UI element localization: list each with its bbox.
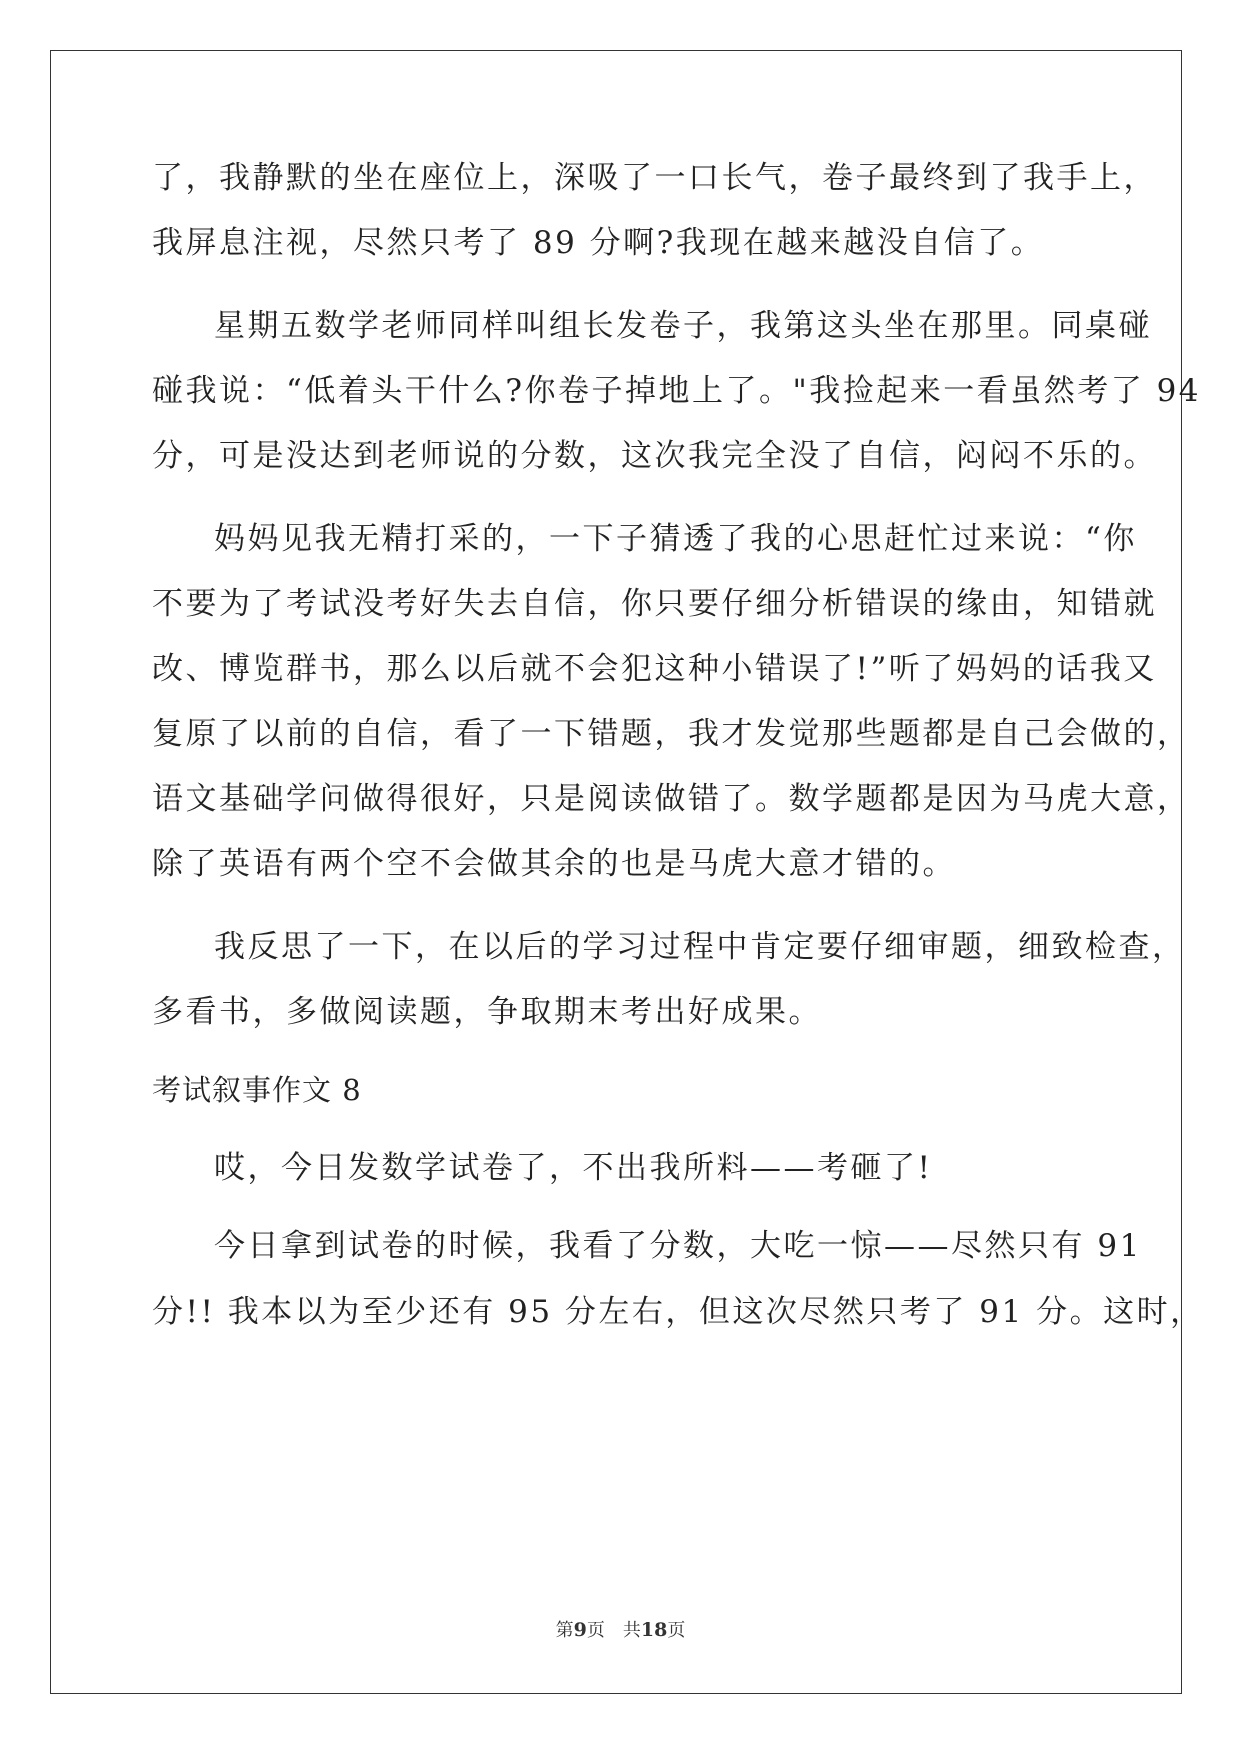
paragraph-start-line: 妈妈见我无精打采的，一下子猜透了我的心思赶忙过来说：“你	[214, 521, 1137, 557]
total-page-number: 18	[640, 1619, 668, 1641]
paragraph-start-line: 我反思了一下，在以后的学习过程中肯定要仔细审题，细致检查，	[214, 929, 1186, 965]
page-unit: 页	[586, 1620, 605, 1641]
text-line: 复原了以前的自信，看了一下错题，我才发觉那些题都是自己会做的，	[152, 716, 1191, 752]
text-line: 了，我静默的坐在座位上，深吸了一口长气，卷子最终到了我手上，	[152, 160, 1157, 196]
page-footer	[0, 1618, 1241, 1643]
section-heading: 考试叙事作文 8	[152, 1073, 362, 1107]
current-page-number: 9	[573, 1619, 587, 1641]
text-line: 除了英语有两个空不会做其余的也是马虎大意才错的。	[152, 846, 956, 882]
page-prefix: 第	[555, 1620, 574, 1641]
total-prefix: 共	[622, 1620, 641, 1641]
text-line: 分!! 我本以为至少还有 95 分左右，但这次尽然只考了 91 分。这时，	[152, 1294, 1204, 1330]
text-line: 语文基础学问做得很好，只是阅读做错了。数学题都是因为马虎大意，	[152, 781, 1191, 817]
text-line: 改、博览群书，那么以后就不会犯这种小错误了!”听了妈妈的话我又	[152, 651, 1157, 687]
paragraph-start-line: 星期五数学老师同样叫组长发卷子，我第这头坐在那里。同桌碰	[214, 308, 1152, 344]
text-line: 我屏息注视，尽然只考了 89 分啊?我现在越来越没自信了。	[152, 225, 1045, 261]
text-line: 不要为了考试没考好失去自信，你只要仔细分析错误的缘由，知错就	[152, 586, 1157, 622]
text-line: 分，可是没达到老师说的分数，这次我完全没了自信，闷闷不乐的。	[152, 438, 1157, 474]
text-line: 多看书，多做阅读题，争取期末考出好成果。	[152, 994, 822, 1030]
paragraph-start-line: 哎，今日发数学试卷了，不出我所料——考砸了!	[214, 1150, 933, 1186]
paragraph-start-line: 今日拿到试卷的时候，我看了分数，大吃一惊——尽然只有 91	[214, 1228, 1142, 1264]
total-unit: 页	[667, 1620, 686, 1641]
text-line: 碰我说：“低着头干什么?你卷子掉地上了。"我捡起来一看虽然考了 94	[152, 373, 1202, 409]
